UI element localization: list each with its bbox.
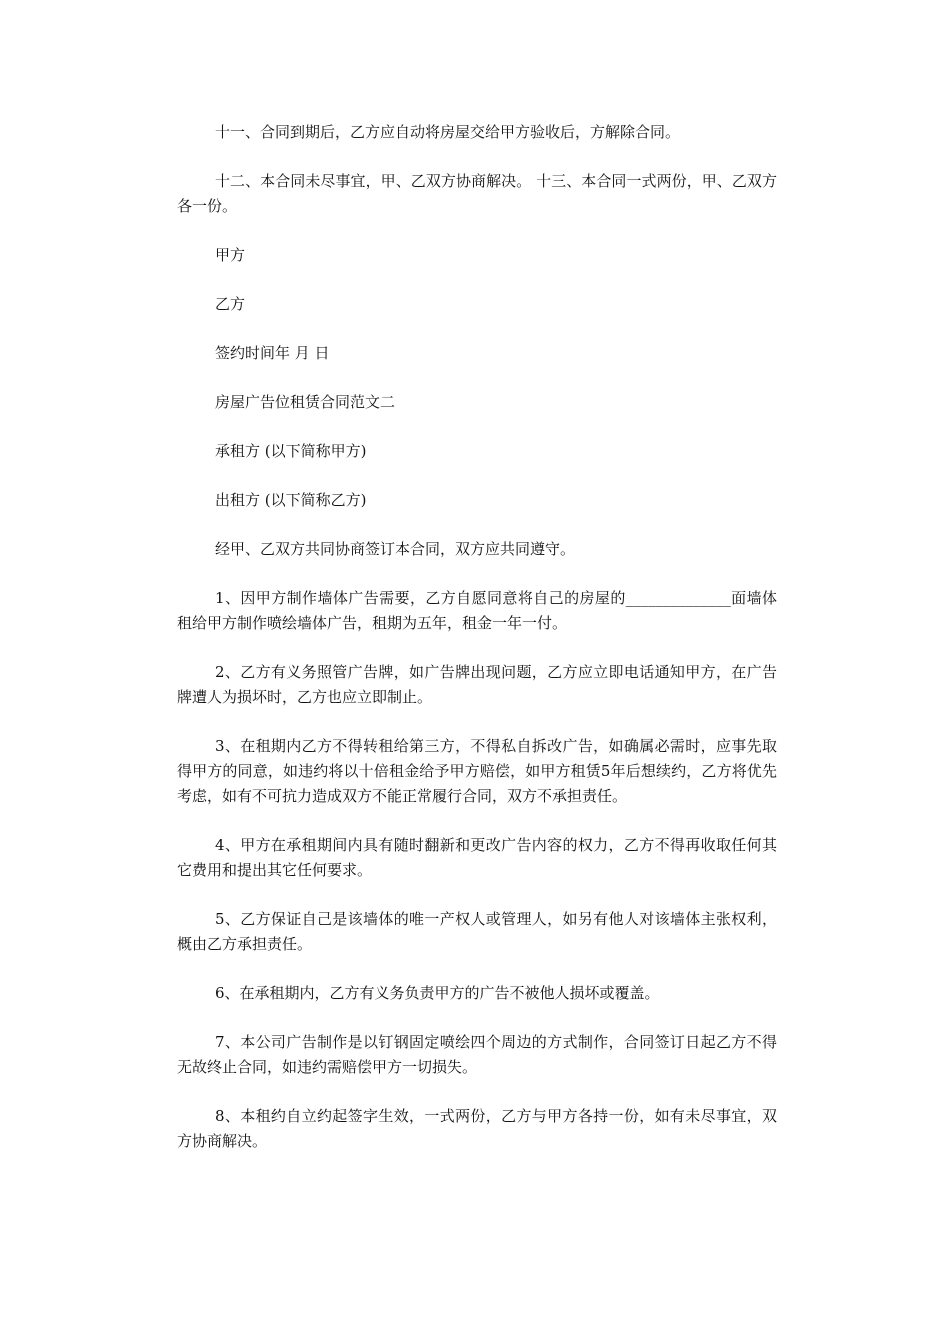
clause-6: 6、在承租期内，乙方有义务负责甲方的广告不被他人损坏或覆盖。 <box>215 984 660 1002</box>
agreement-intro: 经甲、乙双方共同协商签订本合同，双方应共同遵守。 <box>215 540 576 558</box>
clause-7: 7、本公司广告制作是以钉钢固定喷绘四个周边的方式制作，合同签订日起乙方不得无故终止合同，如违约需赔偿甲方一切损失。 <box>177 1033 777 1076</box>
clause-1: 1、因甲方制作墙体广告需要，乙方自愿同意将自己的房屋的______________面墙体租给甲方制作喷绘墙体广告，租期为五年，租金一年一付。 <box>177 589 777 632</box>
clause-5: 5、乙方保证自己是该墙体的唯一产权人或管理人，如另有他人对该墙体主张权利，概由乙方承担责任。 <box>177 910 777 953</box>
document-page <box>177 120 777 1178</box>
party-a-signature: 甲方 <box>215 246 246 264</box>
signing-date: 签约时间年 月 日 <box>215 344 330 362</box>
lessee-line: 承租方 (以下简称甲方) <box>215 442 367 460</box>
clause-11: 十一、合同到期后，乙方应自动将房屋交给甲方验收后，方解除合同。 <box>215 123 681 141</box>
clause-3: 3、在租期内乙方不得转租给第三方，不得私自拆改广告，如确属必需时，应事先取得甲方的同意，如违约将以十倍租金给予甲方赔偿，如甲方租赁5年后想续约，乙方将优先考虑，如有不可抗力造成双方不能正常履行合同，双方不承担责任。 <box>177 737 777 805</box>
template-two-title: 房屋广告位租赁合同范文二 <box>215 393 396 411</box>
clause-8: 8、本租约自立约起签字生效，一式两份，乙方与甲方各持一份，如有未尽事宜，双方协商解决。 <box>177 1107 777 1150</box>
lessor-line: 出租方 (以下简称乙方) <box>215 491 367 509</box>
clause-2: 2、乙方有义务照管广告牌，如广告牌出现问题，乙方应立即电话通知甲方，在广告牌遭人为损坏时，乙方也应立即制止。 <box>177 663 777 706</box>
clause-4: 4、甲方在承租期间内具有随时翻新和更改广告内容的权力，乙方不得再收取任何其它费用和提出其它任何要求。 <box>177 836 777 879</box>
party-b-signature: 乙方 <box>215 295 246 313</box>
clause-12-13: 十二、本合同未尽事宜，甲、乙双方协商解决。 十三、本合同一式两份，甲、乙双方各一份。 <box>177 172 777 215</box>
